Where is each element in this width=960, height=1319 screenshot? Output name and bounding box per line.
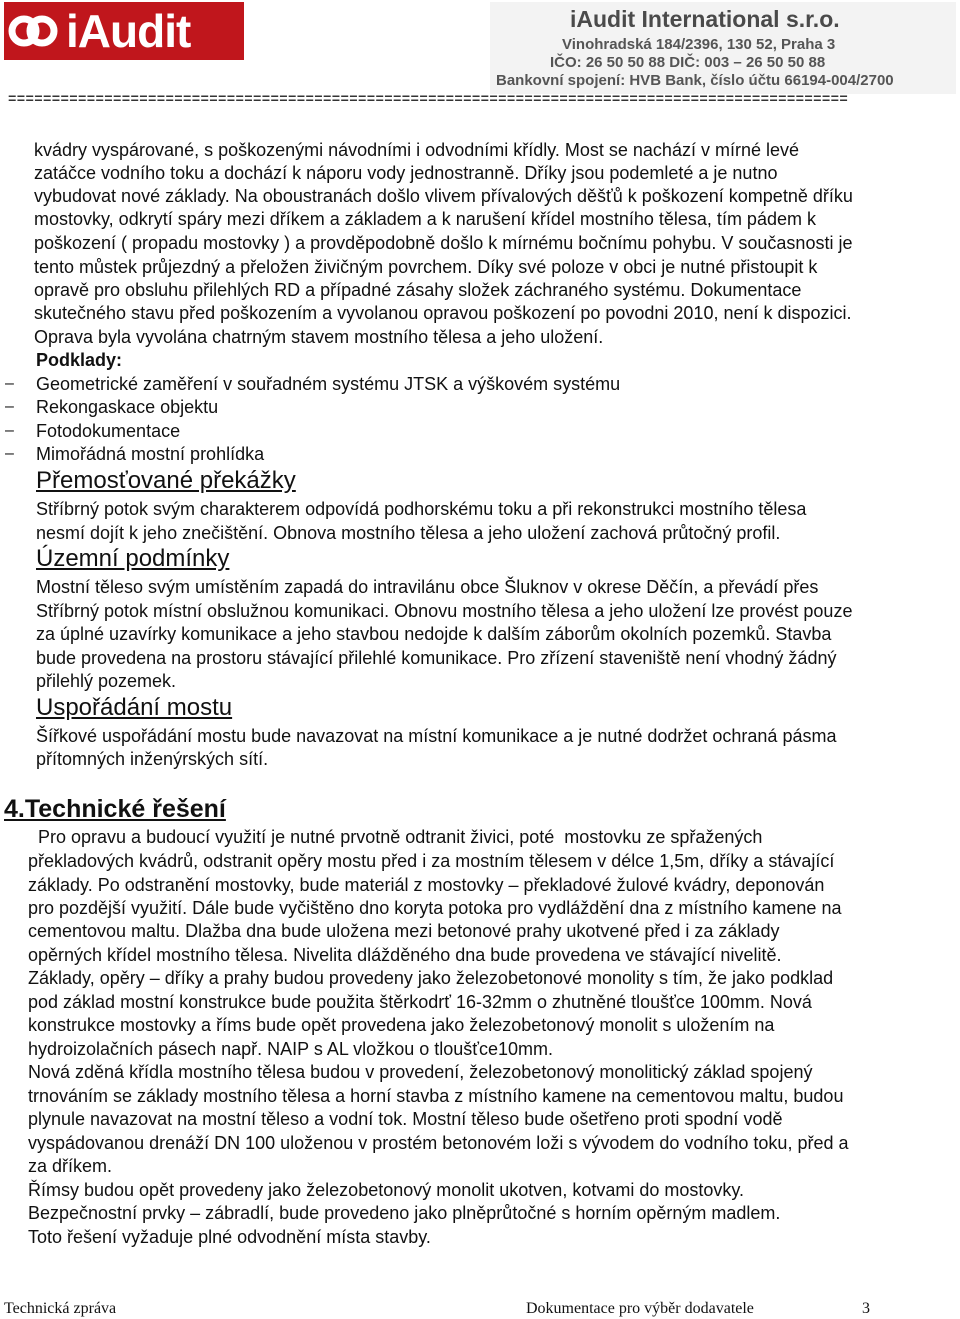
intro-line: tento můstek průjezdný a přeložen živičným povrchem. Díky své poloze v obci je nutné přistoupit k xyxy=(34,257,818,277)
technical-line: Nová zděná křídla mostního tělesa budou v provedení, železobetonový monolitický základ spojený xyxy=(28,1062,813,1082)
logo-text: iAudit xyxy=(66,5,191,57)
intro-line: opravě pro obsluhu přilehlých RD a případné zásahy složek záchraného systému. Dokumentace xyxy=(34,280,802,300)
list-dash: – xyxy=(5,422,14,439)
company-address: Vinohradská 184/2396, 130 52, Praha 3 xyxy=(562,36,836,53)
list-dash: – xyxy=(5,445,14,462)
podklady-item: Fotodokumentace xyxy=(36,421,181,441)
list-dash: – xyxy=(5,375,14,392)
section-line: přilehlý pozemek. xyxy=(36,671,177,691)
footer-left: Technická zpráva xyxy=(4,1300,117,1317)
section-heading: Přemosťované překážky xyxy=(36,467,296,494)
intro-line: vybudovat nové základy. Na oboustranách došlo vlivem přívalových děšťů k poškození kompetně dříku xyxy=(34,186,853,206)
technical-line: základy. Po odstranění mostovky, bude materiál z mostovky – překladové žulové kvádry, deponován xyxy=(28,875,825,895)
section-line: přítomných inženýrských sítí. xyxy=(36,749,269,769)
section-line: za úplné uzavírky komunikace a jeho stavbou nedojde k dalším záborům okolních pozemků. Stavba xyxy=(36,624,832,644)
technical-line: Základy, opěry – dříky a prahy budou provedeny jako železobetonové monolity s tím, že jako podklad xyxy=(28,968,834,988)
technical-line: Bezpečnostní prvky – zábradlí, bude provedeno jako plněprůtočné s horním opěrným madlem. xyxy=(28,1203,781,1223)
company-logo xyxy=(4,2,244,60)
technical-line: vyspádovanou drenáží DN 100 uloženou v prostém betonovém loži s vývodem do vodního toku, před a xyxy=(28,1133,849,1153)
section-line: Šířkové uspořádání mostu bude navazovat na místní komunikace a je nutné dodržet ochraná pásma xyxy=(36,726,837,746)
section-line: Mostní těleso svým umístěním zapadá do intravilánu obce Šluknov v okrese Děčín, a převádí přes xyxy=(36,577,819,597)
section-heading: Uspořádání mostu xyxy=(36,694,233,721)
section-line: Stříbrný potok svým charakterem odpovídá podhorskému toku a při rekonstrukci mostního tělesa xyxy=(36,499,807,519)
intro-line: zatáčce vodního toku a dochází k náporu vody jednostranně. Dříky jsou podemleté a je nutno xyxy=(34,163,778,183)
technical-line: Pro opravu a budoucí využití je nutné prvotně odtranit živici, poté mostovku ze spřažených xyxy=(28,827,763,847)
section-line: Stříbrný potok místní obslužnou komunikaci. Obnovu mostního tělesa a jeho uložení lze provést pouze xyxy=(36,601,853,621)
technical-line: pro pozdější využití. Dále bude vyčištěno dno koryta potoka pro vydláždění dna z místního kamene na xyxy=(28,898,842,918)
page-number: 3 xyxy=(862,1300,870,1317)
company-ids: IČO: 26 50 50 88 DIČ: 003 – 26 50 50 88 xyxy=(550,54,826,71)
technical-line: překladových kvádrů, odstranit opěry mostu před i za mostním tělesem v délce 1,5m, dříky a stávající xyxy=(28,851,835,871)
technical-line: za dříkem. xyxy=(28,1156,113,1176)
technical-line: trnováním se základy mostního tělesa a horní stavba z místního kamene na cementovou maltu, budou xyxy=(28,1086,844,1106)
intro-line: poškození ( propadu mostovky ) a provděpodobně došlo k mírnému bočnímu pohybu. V současnosti je xyxy=(34,233,853,253)
intro-line: Oprava byla vyvolána chatrným stavem mostního tělesa a jeho uložení. xyxy=(34,327,604,347)
logo-mark-icon xyxy=(4,2,62,60)
technical-heading: 4.Technické řešení xyxy=(4,795,226,823)
podklady-item: Rekongaskace objektu xyxy=(36,397,219,417)
company-name: iAudit International s.r.o. xyxy=(570,6,840,32)
technical-line: opěrných křídel mostního tělesa. Nivelita dlážděného dna bude provedena ve stávající nivelitě. xyxy=(28,945,782,965)
footer-center: Dokumentace pro výběr dodavatele xyxy=(526,1300,754,1317)
technical-line: konstrukce mostovky a říms bude opět provedena jako železobetonový monolit s uložením na xyxy=(28,1015,775,1035)
section-line: nesmí dojít k jeho znečištění. Obnova mostního tělesa a jeho uložení zachová průtočný profil. xyxy=(36,523,781,543)
technical-line: Toto řešení vyžaduje plné odvodnění místa stavby. xyxy=(28,1227,431,1247)
header-separator: ================================================================================================ xyxy=(8,92,849,108)
intro-line: skutečného stavu před poškozením a vyvolanou opravou poškození po povodni 2010, není k dispozici. xyxy=(34,303,852,323)
technical-line: plynule navazovat na mostní těleso a vodní tok. Mostní těleso bude ošetřeno proti spodní vodě xyxy=(28,1109,783,1129)
section-heading: Územní podmínky xyxy=(36,545,230,572)
intro-line: mostovky, odkrytí spáry mezi dříkem a základem a k narušení křídel mostního tělesa, tím pádem k xyxy=(34,209,816,229)
technical-line: cementovou maltu. Dlažba dna bude uložena mezi betonové prahy ukotvené před i za základy xyxy=(28,921,780,941)
intro-line: kvádry vyspárované, s poškozenými návodními i odvodními křídly. Most se nachází v mírné levé xyxy=(34,140,799,160)
company-bank: Bankovní spojení: HVB Bank, číslo účtu 66194-004/2700 xyxy=(496,72,894,89)
technical-line: pod základ mostní konstrukce bude použita štěrkodrť 16-32mm o zhutněné tloušťce 100mm. Nová xyxy=(28,992,812,1012)
podklady-item: Geometrické zaměření v souřadném systému JTSK a výškovém systému xyxy=(36,374,621,394)
technical-line: Římsy budou opět provedeny jako železobetonový monolit ukotven, kotvami do mostovky. xyxy=(28,1180,745,1200)
podklady-title: Podklady: xyxy=(36,350,123,370)
podklady-item: Mimořádná mostní prohlídka xyxy=(36,444,265,464)
company-letterhead xyxy=(490,2,956,94)
list-dash: – xyxy=(5,398,14,415)
section-line: bude provedena na prostoru stávající přilehlé komunikace. Pro zřízení staveniště není vhodný žádný xyxy=(36,648,837,668)
technical-line: hydroizolačních pásech např. NAIP s AL vložkou o tloušťce10mm. xyxy=(28,1039,554,1059)
